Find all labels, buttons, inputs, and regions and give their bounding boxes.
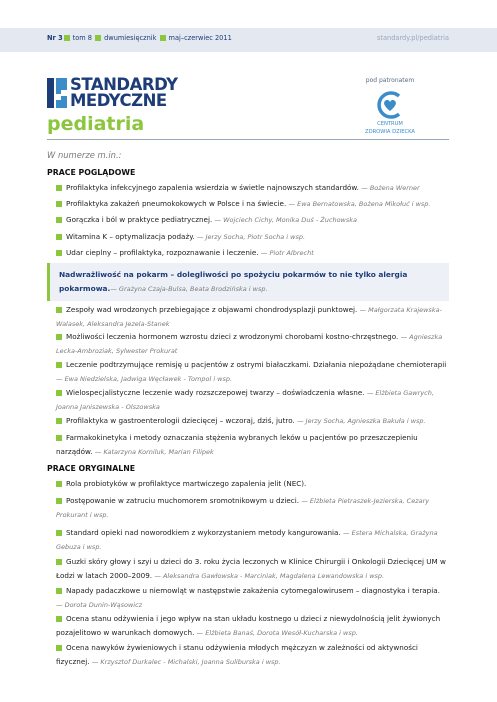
standardy-medyczne-logo [47,76,257,110]
patron-name-line1: CENTRUM [377,121,403,127]
list-item[interactable]: Zespoły wad wrodzonych przebiegające z objawami chondrodysplazji punktowej. — Małgorzata Krajewska-Walasek, Aleksandra Jezela-Stanek [56,303,448,331]
list-item[interactable]: Standard opieki nad noworodkiem z wykorzystaniem metody kangurowania. — Estera Michalska, Grażyna Gebuza i wsp. [56,526,448,554]
brand-line1: STANDARDY [70,75,178,94]
green-bullet-icon [56,418,62,424]
list-item[interactable]: Profilaktyka infekcyjnego zapalenia wsierdzia w świetle najnowszych standardów. — Bożena Werner [56,181,448,195]
issue-info [47,34,232,42]
green-bullet-icon [56,435,62,441]
standardy-logo-icon [47,78,67,108]
list-item[interactable]: Napady padaczkowe u niemowląt w następstwie zakażenia cytomegalowirusem – diagnostyka i terapia. — Dorota Dunin-Wąsowicz [56,584,448,612]
issue-number: Nr 3 [47,34,63,42]
list-item[interactable]: Gorączka i ból w praktyce pediatrycznej. — Wojciech Cichy, Monika Duś - Żuchowska [56,213,448,227]
green-bullet-icon [56,250,62,256]
green-bullet-icon [56,530,62,536]
list-item[interactable]: Udar cieplny – profilaktyka, rozpoznawanie i leczenie. — Piotr Albrecht [56,246,448,260]
website-link[interactable]: standardy.pl/pediatria [376,34,449,42]
green-bullet-icon [56,234,62,240]
issue-header-band [0,28,497,52]
list-item[interactable]: Ocena nawyków żywieniowych i stanu odżywienia młodych mężczyzn w zależności od aktywności fizycznej. — Krzysztof Durkalec - Michalski, Joanna Suliburska i wsp. [56,641,448,669]
featured-article-authors: — Grażyna Czaja-Bulsa, Beata Brodzińska i wsp. [110,285,267,293]
header-divider [47,139,449,140]
green-bullet-icon [56,217,62,223]
list-item[interactable]: Ocena stanu odżywienia i jego wpływ na stan układu kostnego u dzieci z niewydolnością jelit żywionych pozajelitowo w warunkach domowych. — Elżbieta Banaś, Dorota Wesół-Kucharska i wsp. [56,612,448,640]
list-item[interactable]: Profilaktyka zakażeń pneumokokowych w Polsce i na świecie. — Ewa Bernatowska, Bożena Mikołuć i wsp. [56,197,448,211]
issue-date: maj–czerwiec 2011 [168,34,232,42]
patronage-label: pod patronatem [365,77,415,84]
brand-line2: MEDYCZNE [70,91,167,110]
green-square-icon [64,35,70,41]
journal-title: pediatria [47,113,145,135]
green-bullet-icon [56,498,62,504]
green-bullet-icon [56,390,62,396]
list-item[interactable]: Możliwości leczenia hormonem wzrostu dzieci z wrodzonymi chorobami kostno-chrzęstnego. — Agnieszka Lecka-Ambroziak, Sylwester Prokurat [56,330,448,358]
issue-frequency: dwumiesięcznik [104,34,157,42]
list-item[interactable]: Rola probiotyków w profilaktyce martwiczego zapalenia jelit (NEC). [56,477,448,491]
list-item[interactable]: Postępowanie w zatruciu muchomorem sromotnikowym u dzieci. — Elżbieta Pietraszek-Jezierska, Cezary Prokurant i wsp. [56,494,448,522]
list-item[interactable]: Guzki skóry głowy i szyi u dzieci do 3. roku życia leczonych w Klinice Chirurgii i Onkologii Dziecięcej UM w Łodzi w latach 2000–2009. — Aleksandra Gawłowska - Marciniak, Magdalena Lewandowska i wsp. [56,555,448,583]
original-section-heading: PRACE ORYGINALNE [47,464,136,473]
green-bullet-icon [56,334,62,340]
list-item[interactable]: Witamina K – optymalizacja podaży. — Jerzy Socha, Piotr Socha i wsp. [56,230,448,244]
review-section-heading: PRACE POGLĄDOWE [47,168,136,177]
green-bullet-icon [56,185,62,191]
list-item[interactable]: Wielospecjalistyczne leczenie wady rozszczepowej twarzy – doświadczenia własne. — Elżbieta Gawrych, Joanna Janiszewska - Olszowska [56,386,448,414]
green-square-icon [160,35,166,41]
green-bullet-icon [56,201,62,207]
list-item[interactable]: Profilaktyka w gastroenterologii dziecięcej – wczoraj, dziś, jutro. — Jerzy Socha, Agnieszka Bakuła i wsp. [56,414,448,428]
green-bullet-icon [56,616,62,622]
green-bullet-icon [56,645,62,651]
green-square-icon [95,35,101,41]
green-bullet-icon [56,559,62,565]
green-bullet-icon [56,588,62,594]
list-item[interactable]: Farmakokinetyka i metody oznaczania stężenia wybranych leków u pacjentów po przeszczepieniu narządów. — Katarzyna Korniluk, Marian Filipek [56,431,448,459]
heart-logo-icon [375,90,405,120]
issue-volume: tom 8 [72,34,92,42]
patronage-block [350,77,430,135]
featured-article-title: Nadwrażliwość na pokarm – dolegliwości po spożyciu pokarmów to nie tylko alergia pokarmowa. [59,270,408,293]
green-bullet-icon [56,481,62,487]
list-item[interactable]: Leczenie podtrzymujące remisję u pacjentów z ostrymi białaczkami. Działania niepożądane chemioterapii — Ewa Niedzielska, Jadwiga Węcławek - Tompol i wsp. [56,358,448,386]
green-bullet-icon [56,307,62,313]
featured-article-box[interactable] [47,263,449,301]
green-bullet-icon [56,362,62,368]
patron-name-line2: ZDROWIA DZIECKA [365,128,415,135]
contents-intro: W numerze m.in.: [47,150,122,160]
